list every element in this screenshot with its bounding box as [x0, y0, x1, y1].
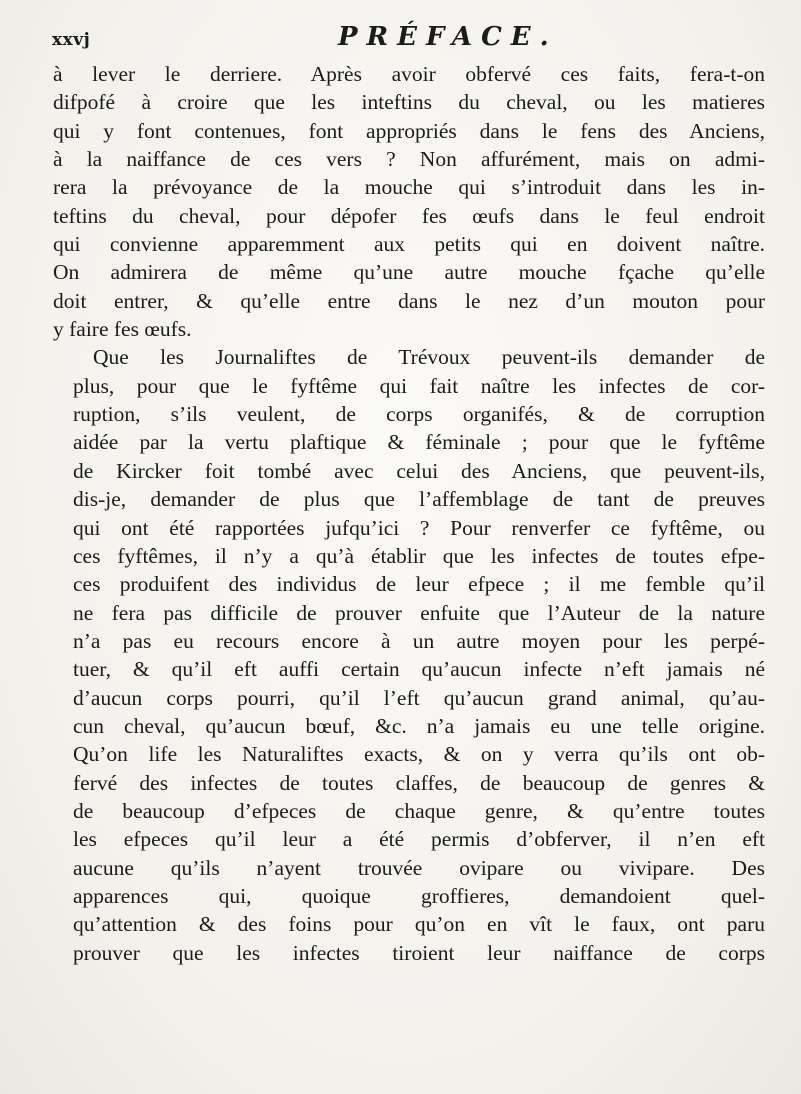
- text-line: prouver que les infectes tiroient leur naiffance de corps: [73, 940, 765, 965]
- text-line: fervé des infectes de toutes claffes, de beaucoup de genres &: [73, 770, 765, 795]
- text-line: qui ont été rapportées jufqu’ici ? Pour renverfer ce fyftême, ou: [73, 515, 765, 540]
- text-line: ces fyftêmes, il n’y a qu’à établir que les infectes de toutes efpe-: [73, 543, 765, 568]
- text-line: qui y font contenues, font appropriés dans le fens des Anciens,: [53, 118, 765, 143]
- text-line: d’aucun corps pourri, qu’il l’eft qu’aucun grand animal, qu’au-: [73, 685, 765, 710]
- text-line: ne fera pas difficile de prouver enfuite que l’Auteur de la nature: [73, 600, 765, 625]
- text-line: qu’attention & des foins pour qu’on en vît le faux, ont paru: [73, 912, 765, 937]
- text-line: y faire fes œufs.: [53, 317, 192, 342]
- text-line: difpofé à croire que les inteftins du cheval, ou les matieres: [53, 90, 765, 115]
- page-number: xxvj: [52, 30, 91, 50]
- text-line: les efpeces qu’il leur a été permis d’obferver, il n’en eft: [73, 827, 765, 852]
- text-line: n’a pas eu recours encore à un autre moyen pour les perpé-: [73, 628, 765, 653]
- text-line: teftins du cheval, pour dépofer fes œufs dans le feul endroit: [53, 203, 765, 228]
- text-line: aidée par la vertu plaftique & féminale ; pour que le fyftême: [73, 430, 765, 455]
- text-line: Qu’on life les Naturaliftes exacts, & on y verra qu’ils ont ob-: [73, 742, 765, 767]
- page-header: [52, 10, 772, 56]
- text-line: de Kircker foit tombé avec celui des Anciens, que peuvent-ils,: [73, 458, 765, 483]
- text-line: ruption, s’ils veulent, de corps organifés, & de corruption: [73, 402, 765, 427]
- text-line: rera la prévoyance de la mouche qui s’introduit dans les in-: [53, 175, 765, 200]
- text-line: plus, pour que le fyftême qui fait naître les infectes de cor-: [73, 373, 765, 398]
- text-line: à la naiffance de ces vers ? Non affurément, mais on admi-: [53, 147, 765, 172]
- text-line: de beaucoup d’efpeces de chaque genre, & qu’entre toutes: [73, 798, 765, 823]
- body-text: [53, 60, 765, 967]
- paragraph: [53, 343, 765, 967]
- text-line: aucune qu’ils n’ayent trouvée ovipare ou vivipare. Des: [73, 855, 765, 880]
- text-line: tuer, & qu’il eft auffi certain qu’aucun infecte n’eft jamais né: [73, 657, 765, 682]
- text-line: cun cheval, qu’aucun bœuf, &c. n’a jamais eu une telle origine.: [73, 713, 765, 738]
- text-line: Que les Journaliftes de Trévoux peuvent-ils demander de: [93, 345, 765, 370]
- paragraph: [53, 60, 765, 343]
- text-line: doit entrer, & qu’elle entre dans le nez d’un mouton pour: [53, 288, 765, 313]
- text-line: à lever le derriere. Après avoir obfervé ces faits, fera-t-on: [53, 62, 765, 86]
- text-line: On admirera de même qu’une autre mouche fçache qu’elle: [53, 260, 765, 285]
- running-title: PRÉFACE.: [338, 22, 558, 52]
- text-line: apparences qui, quoique groffieres, demandoient quel-: [73, 883, 765, 908]
- text-line: dis-je, demander de plus que l’affemblage de tant de preuves: [73, 487, 765, 512]
- text-line: ces produifent des individus de leur efpece ; il me femble qu’il: [73, 572, 765, 597]
- text-line: qui convienne apparemment aux petits qui en doivent naître.: [53, 232, 765, 257]
